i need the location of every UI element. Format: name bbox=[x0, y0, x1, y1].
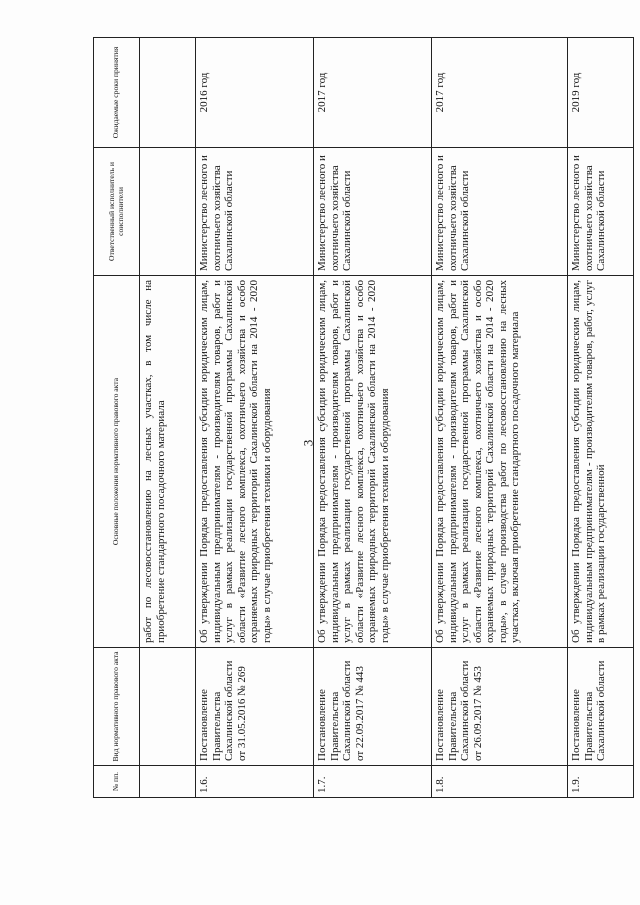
page-number: 3 bbox=[300, 439, 316, 447]
cell-act-type: Постановление Правительства Сахалинской области bbox=[568, 648, 634, 766]
table-row bbox=[432, 38, 568, 798]
cell-executor: Министерство лесного и охотничьего хозяйства Сахалинской области bbox=[314, 148, 432, 276]
cell-content: работ по лесовосстановлению на лесных участках, в том числе на приобретение стандартного посадочного материала bbox=[140, 276, 196, 648]
header-executor: Ответственный исполнитель и соисполнители bbox=[94, 148, 140, 276]
cell-content: Об утверждении Порядка предоставления субсидии юридическим лицам, индивидуальным предпринимателям - производителям товаров, работ, услуг в рамках реализации государственной bbox=[568, 276, 634, 648]
table-row bbox=[196, 38, 314, 798]
cell-content: Об утверждении Порядка предоставления субсидии юридическим лицам, индивидуальным предпринимателям - производителям товаров, работ и услуг в рамках реализации государственной программы Сахалинской области «Развитие лесного комплекса, охотничьего хозяйства и особо охраняемых природных территорий Сахалинской области на 2014 - 2020 годы» в случае приобретения техники и оборудования bbox=[314, 276, 432, 648]
table-row-continuation bbox=[140, 38, 196, 798]
header-act-type: Вид нормативного правового акта bbox=[94, 648, 140, 766]
cell-act-type bbox=[140, 648, 196, 766]
cell-deadline: 2016 год bbox=[196, 38, 314, 148]
cell-deadline: 2017 год bbox=[432, 38, 568, 148]
cell-executor: Министерство лесного и охотничьего хозяйства Сахалинской области bbox=[568, 148, 634, 276]
cell-executor: Министерство лесного и охотничьего хозяйства Сахалинской области bbox=[196, 148, 314, 276]
header-num: № пп. bbox=[94, 766, 140, 798]
table-row bbox=[568, 38, 634, 798]
cell-deadline bbox=[140, 38, 196, 148]
header-content: Основные положения нормативного правового акта bbox=[94, 276, 140, 648]
cell-act-type: Постановление Правительства Сахалинской области от 26.09.2017 № 453 bbox=[432, 648, 568, 766]
table-row bbox=[314, 38, 432, 798]
cell-num: 1.6. bbox=[196, 766, 314, 798]
cell-deadline: 2017 год bbox=[314, 38, 432, 148]
cell-num: 1.9. bbox=[568, 766, 634, 798]
cell-num: 1.7. bbox=[314, 766, 432, 798]
table-header-row bbox=[94, 38, 140, 798]
cell-executor: Министерство лесного и охотничьего хозяйства Сахалинской области bbox=[432, 148, 568, 276]
cell-executor bbox=[140, 148, 196, 276]
header-deadline: Ожидаемые сроки принятия bbox=[94, 38, 140, 148]
cell-deadline: 2019 год bbox=[568, 38, 634, 148]
rotated-table-container bbox=[93, 38, 633, 798]
acts-table bbox=[93, 37, 634, 798]
cell-content: Об утверждении Порядка предоставления субсидии юридическим лицам, индивидуальным предпринимателям - производителям товаров, работ и услуг в рамках реализации государственной программы Сахалинской области «Развитие лесного комплекса, охотничьего хозяйства и особо охраняемых природных территорий Сахалинской области на 2014 - 2020 годы», в случае производства работ по лесовосстановлению на лесных участках, включая приобретение стандартного посадочного материала bbox=[432, 276, 568, 648]
cell-num bbox=[140, 766, 196, 798]
cell-act-type: Постановление Правительства Сахалинской области от 22.09.2017 № 443 bbox=[314, 648, 432, 766]
cell-num: 1.8. bbox=[432, 766, 568, 798]
cell-content: Об утверждении Порядка предоставления субсидии юридическим лицам, индивидуальным предпринимателям - производителям товаров, работ и услуг в рамках реализации государственной программы Сахалинской области «Развитие лесного комплекса, охотничьего хозяйства и особо охраняемых природных территорий Сахалинской области на 2014 - 2020 годы» в случае приобретения техники и оборудования bbox=[196, 276, 314, 648]
cell-act-type: Постановление Правительства Сахалинской области от 31.05.2016 № 269 bbox=[196, 648, 314, 766]
